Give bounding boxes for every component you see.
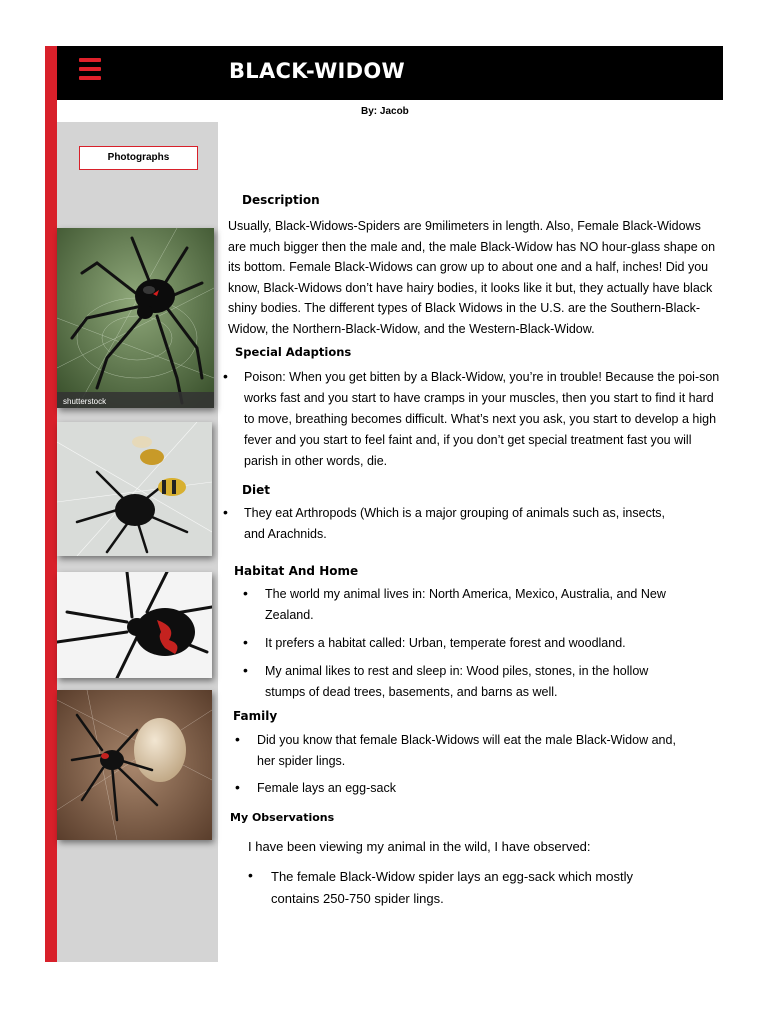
adaptions-item: Poison: When you get bitten by a Black-Widow, you’re in trouble! Because the poi-son works fast and you start to have cramps in your muscles, then you start to find it hard to move, breathing becomes difficult. What’s next you ask, you start to develop a high fever and you start to feel faint and, if you don’t get special treatment fast you will parish in other words, die. xyxy=(244,370,720,468)
diet-item: They eat Arthropods (Which is a major grouping of animals such as, insects, and Arachnids. xyxy=(244,506,666,541)
left-accent-bar xyxy=(45,46,57,962)
bullet-marker: • xyxy=(243,585,248,601)
observations-heading: My Observations xyxy=(230,811,335,824)
header-bar xyxy=(57,46,723,100)
family-item: Female lays an egg-sack xyxy=(257,781,396,795)
description-heading: Description xyxy=(242,193,320,207)
habitat-item: It prefers a habitat called: Urban, temperate forest and woodland. xyxy=(265,636,626,650)
photo-spider-egg-sack xyxy=(57,690,212,840)
bullet-marker: • xyxy=(235,779,240,795)
bullet-marker: • xyxy=(223,368,228,384)
photo-watermark: shutterstock xyxy=(63,397,107,406)
bullet-marker: • xyxy=(223,504,228,520)
photo-spider-red-hourglass xyxy=(57,572,212,678)
photographs-button[interactable]: Photographs xyxy=(79,146,198,170)
bullet-marker: • xyxy=(235,731,240,747)
family-item: Did you know that female Black-Widows will eat the male Black-Widow and, her spider lings. xyxy=(257,733,676,768)
habitat-item: My animal likes to rest and sleep in: Wood piles, stones, in the hollow stumps of dead trees, basements, and barns as well. xyxy=(265,664,649,699)
bullet-marker: • xyxy=(243,634,248,650)
habitat-heading: Habitat And Home xyxy=(234,564,359,578)
adaptions-heading: Special Adaptions xyxy=(235,345,352,359)
bullet-marker: • xyxy=(243,662,248,678)
habitat-item: The world my animal lives in: North America, Mexico, Australia, and New Zealand. xyxy=(265,587,666,622)
diet-heading: Diet xyxy=(242,483,270,497)
page-title: BLACK-WIDOW xyxy=(229,59,405,83)
observations-intro: I have been viewing my animal in the wild, I have observed: xyxy=(248,839,591,854)
description-text: Usually, Black-Widows-Spiders are 9milimeters in length. Also, Female Black-Widows are much bigger then the male and, the male Black-Widow has NO hour-glass shape on its bottom. Female Black-Widows can grow up to about one and a half, inches! Did you know, Black-Widows don’t have hairy bodies, it looks like it but, they actually have black shiny bodies. The different types of Black Widows in the U.S. are the Southern-Black-Widow, the Northern-Black-Widow, and the Western-Black-Widow. xyxy=(228,219,716,336)
bullet-marker: • xyxy=(248,867,253,883)
photo-spider-on-web xyxy=(57,228,214,408)
byline: By: Jacob xyxy=(361,106,409,117)
family-heading: Family xyxy=(233,709,278,723)
photo-spider-eating-prey xyxy=(57,422,212,556)
hamburger-menu-icon[interactable] xyxy=(79,58,101,80)
observations-item: The female Black-Widow spider lays an egg-sack which mostly contains 250-750 spider lings. xyxy=(271,869,633,906)
